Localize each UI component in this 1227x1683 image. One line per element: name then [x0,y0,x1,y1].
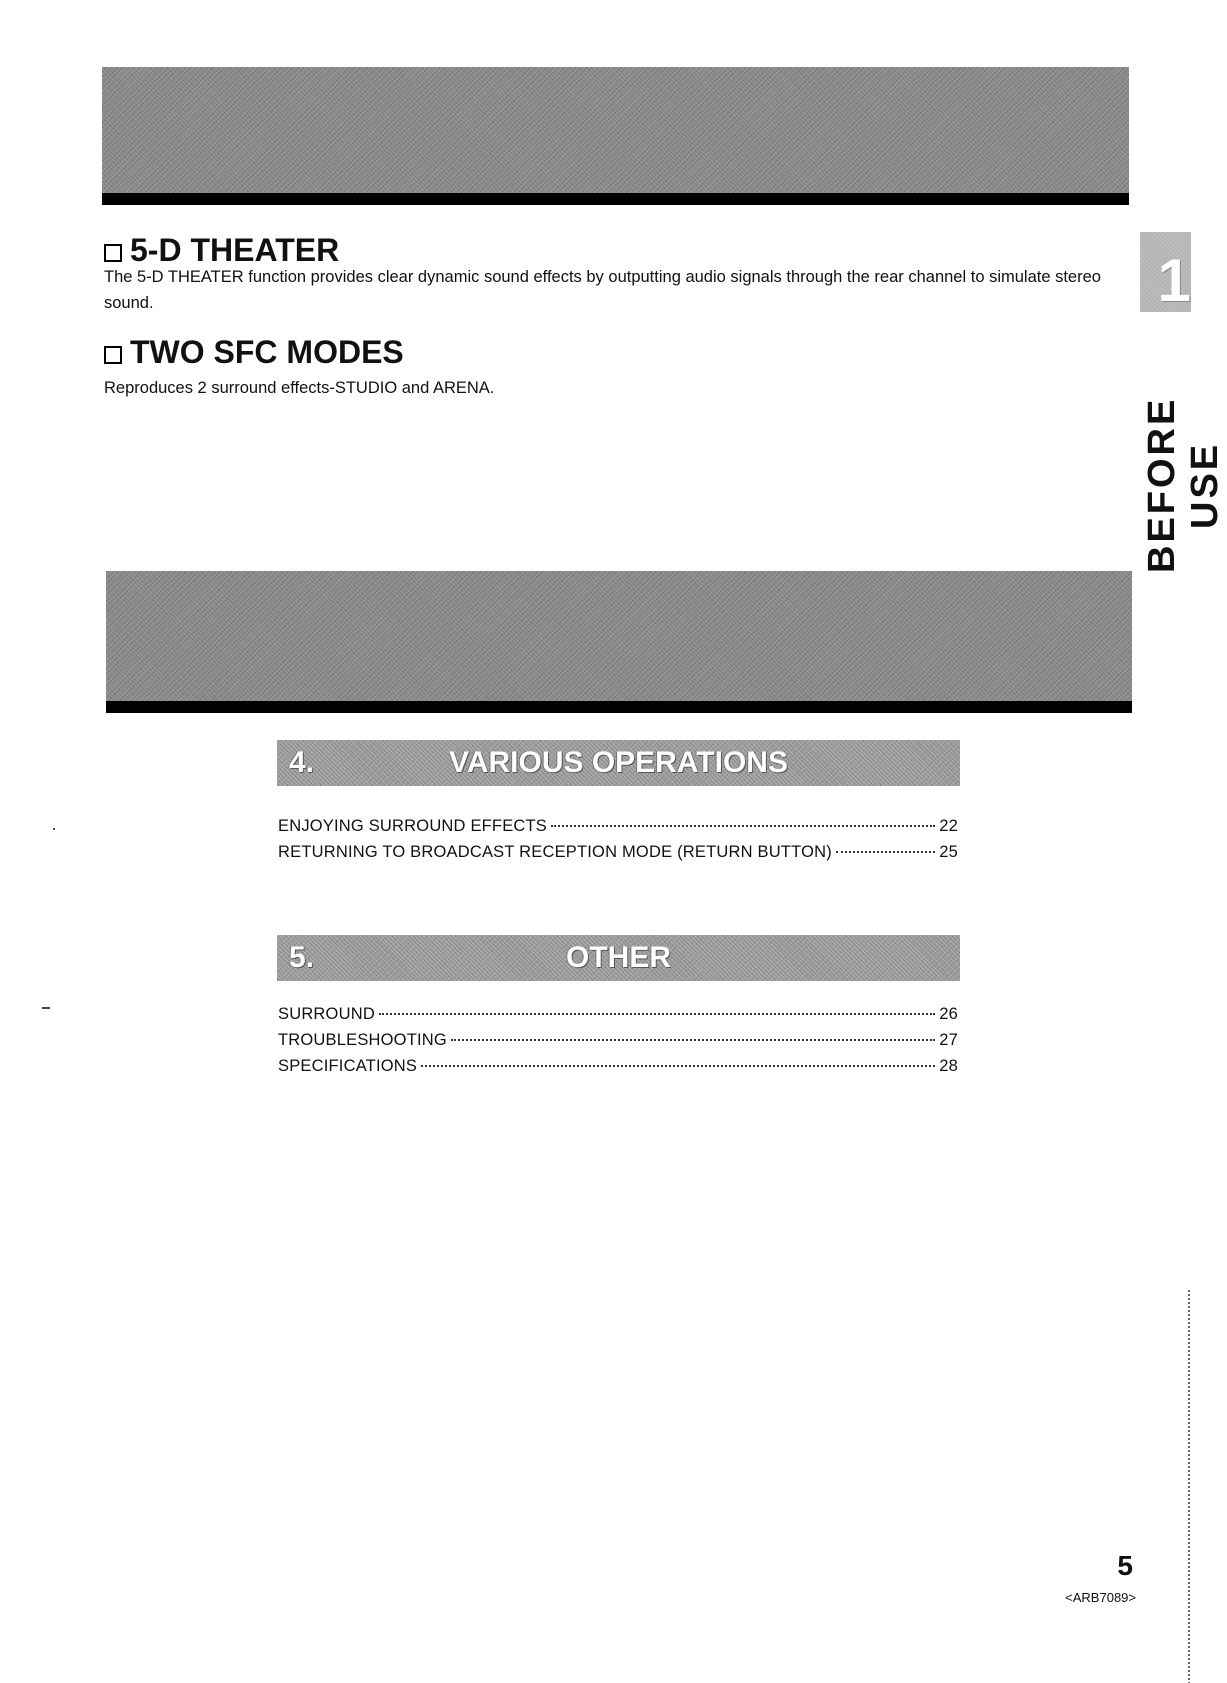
toc-entry-page: 22 [939,817,958,835]
section-title: VARIOUS OPERATIONS [449,746,788,779]
page-edge-marks [1188,1290,1190,1683]
toc-list-other [278,1005,958,1083]
toc-list-various-operations [278,817,958,869]
feature-title: 5-D THEATER [130,232,340,268]
chapter-number: 1 [1157,247,1191,314]
toc-entry[interactable] [278,817,958,843]
page-number: 5 [1117,1550,1133,1581]
dot-leader [451,1039,935,1041]
section-header-other [277,935,960,981]
dot-leader [551,825,935,827]
toc-entry[interactable] [278,843,958,869]
toc-entry[interactable] [278,1057,958,1083]
scan-speck [53,828,55,830]
toc-entry-label: RETURNING TO BROADCAST RECEPTION MODE (RETURN BUTTON) [278,843,832,861]
chapter-label: BEFORE USE [1141,396,1226,574]
toc-entry-label: SURROUND [278,1005,375,1023]
banner-rule [102,193,1129,205]
dot-leader [379,1013,935,1015]
feature-title: TWO SFC MODES [130,334,404,370]
feature-heading-sfc-modes [104,334,404,371]
toc-entry-label: ENJOYING SURROUND EFFECTS [278,817,548,835]
section-title: OTHER [566,941,671,974]
section-number: 4. [289,746,315,779]
feature-description: The 5-D THEATER function provides clear dynamic sound effects by outputting audio signals through the rear channel to simulate stereo sound. [104,268,1101,312]
feature-description: Reproduces 2 surround effects-STUDIO and ARENA. [104,379,495,397]
dot-leader [421,1065,935,1067]
toc-entry-page: 28 [939,1057,958,1075]
checkbox-icon [104,346,122,364]
middle-banner [106,571,1132,713]
toc-entry-page: 25 [939,843,958,861]
toc-entry-label: TROUBLESHOOTING [278,1031,447,1049]
dot-leader [836,851,935,853]
checkbox-icon [104,244,122,262]
banner-rule [106,701,1132,713]
toc-entry-label: SPECIFICATIONS [278,1057,418,1075]
top-banner [102,67,1129,205]
section-number: 5. [289,941,315,974]
toc-entry[interactable] [278,1031,958,1057]
scan-speck [42,1007,50,1009]
chapter-tab [1140,232,1191,312]
section-header-various-operations [277,740,960,786]
toc-entry[interactable] [278,1005,958,1031]
document-code: <ARB7089> [1065,1590,1136,1605]
toc-entry-page: 27 [939,1031,958,1049]
toc-entry-page: 26 [939,1005,958,1023]
